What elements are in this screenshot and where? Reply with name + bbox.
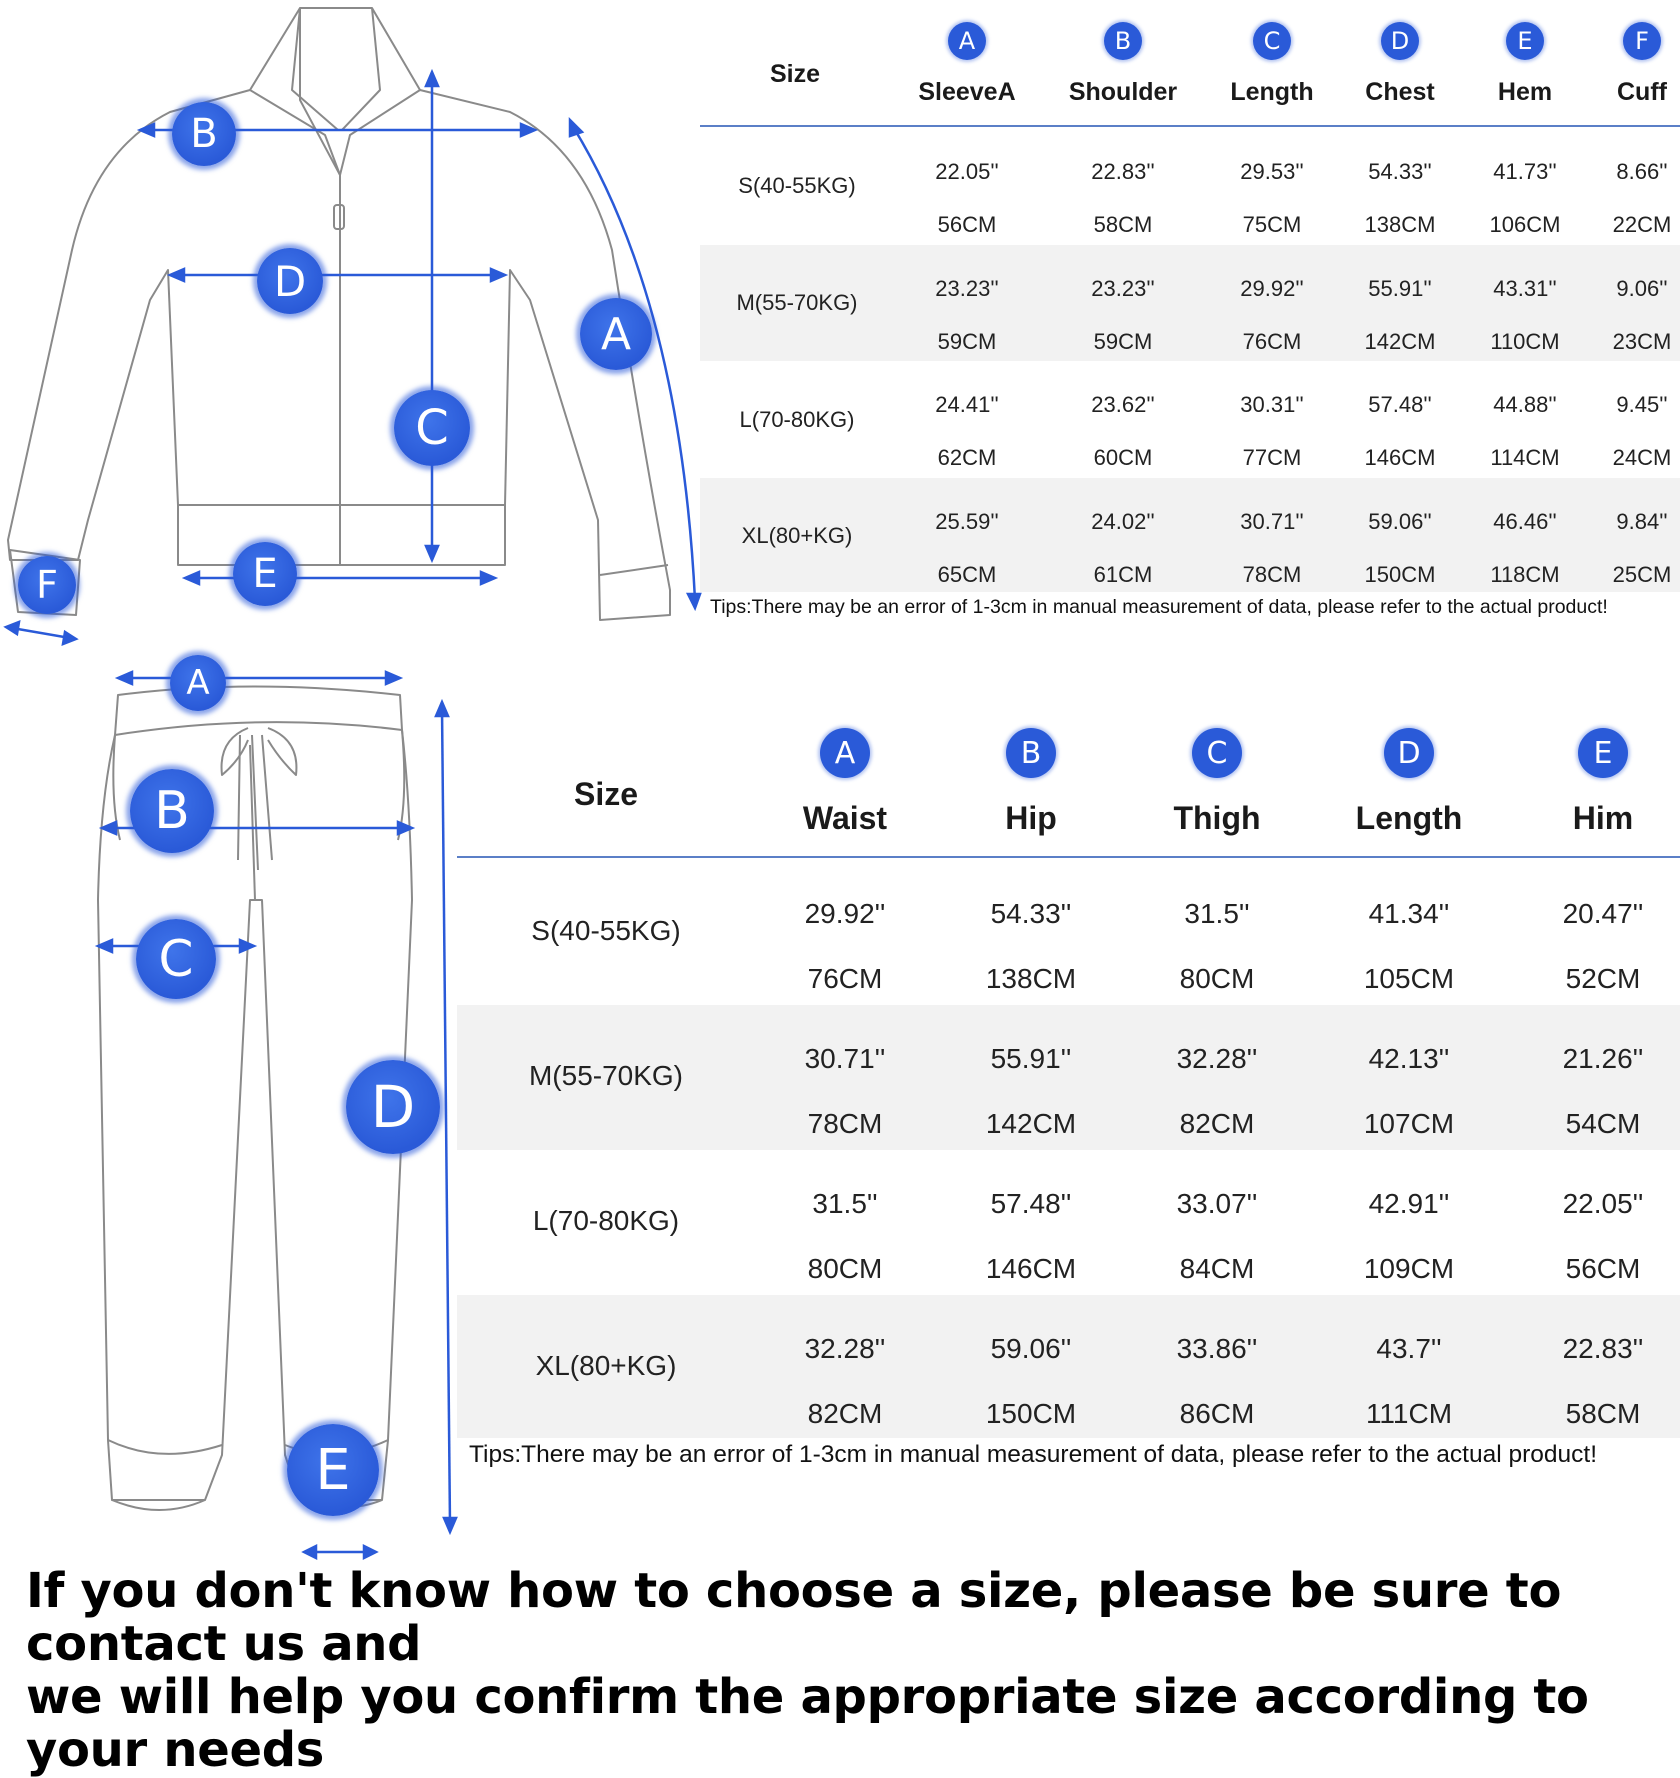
contact-notice [26,1565,1676,1777]
pants-col-waist: Waist [802,800,888,836]
pants-col-e-badge: E [1578,728,1628,778]
jacket-marker-c: C [394,390,470,466]
pants-s-waist-in: 29.92'' [804,898,886,929]
pants-header-rule [457,856,1680,858]
jacket-m-shoulder-cm: 59CM [1093,329,1153,354]
jacket-row-xl-size: XL(80+KG) [741,523,853,548]
jacket-s-cuff-in: 8.66'' [1616,159,1668,184]
pants-xl-thigh-in: 33.86'' [1176,1333,1258,1364]
jacket-xl-hem-in: 46.46'' [1493,509,1557,534]
jacket-m-shoulder-in: 23.23'' [1091,276,1155,301]
jacket-col-length: Length [1230,78,1314,106]
jacket-m-cuff-cm: 23CM [1612,329,1672,354]
jacket-xl-chest-cm: 150CM [1364,562,1436,587]
pants-xl-length-cm: 111CM [1365,1398,1453,1429]
pants-xl-length-in: 43.7'' [1376,1333,1442,1364]
pants-l-length-cm: 109CM [1363,1253,1455,1284]
jacket-col-shoulder: Shoulder [1068,78,1178,106]
pants-tips: Tips:There may be an error of 1-3cm in manual measurement of data, please refer to the actual product! [469,1441,1598,1468]
jacket-col-hem: Hem [1497,78,1553,106]
jacket-l-hem-cm: 114CM [1490,445,1560,470]
jacket-l-sleeve-in: 24.41'' [935,392,999,417]
pants-l-length-in: 42.91'' [1368,1188,1450,1219]
jacket-s-hem-in: 41.73'' [1493,159,1557,184]
jacket-xl-length-cm: 78CM [1242,562,1302,587]
jacket-s-chest-cm: 138CM [1364,212,1436,237]
pants-xl-waist-in: 32.28'' [804,1333,886,1364]
pants-m-hip-cm: 142CM [985,1108,1077,1139]
pants-xl-him-cm: 58CM [1565,1398,1641,1429]
jacket-marker-a: A [580,298,652,370]
jacket-l-chest-in: 57.48'' [1368,392,1432,417]
jacket-marker-f: F [18,556,76,614]
jacket-xl-sleeve-cm: 65CM [937,562,997,587]
jacket-col-sleeve: SleeveA [918,78,1016,106]
pants-col-thigh: Thigh [1173,800,1261,836]
jacket-s-shoulder-cm: 58CM [1093,212,1153,237]
pants-l-hip-in: 57.48'' [990,1188,1072,1219]
jacket-m-sleeve-cm: 59CM [937,329,997,354]
contact-notice-line-2: we will help you confirm the appropriate size according to your needs [26,1669,1589,1778]
pants-xl-hip-cm: 150CM [985,1398,1077,1429]
pants-col-c-badge: C [1192,728,1242,778]
pants-m-him-cm: 54CM [1565,1108,1641,1139]
jacket-l-length-cm: 77CM [1242,445,1302,470]
jacket-xl-shoulder-cm: 61CM [1093,562,1153,587]
jacket-m-sleeve-in: 23.23'' [935,276,999,301]
jacket-col-e-badge: E [1506,22,1544,60]
jacket-s-sleeve-cm: 56CM [937,212,997,237]
jacket-m-hem-cm: 110CM [1490,329,1560,354]
jacket-s-shoulder-in: 22.83'' [1091,159,1155,184]
pants-l-thigh-cm: 84CM [1179,1253,1255,1284]
jacket-l-cuff-cm: 24CM [1612,445,1672,470]
pants-size-table [0,640,1680,1560]
pants-l-thigh-in: 33.07'' [1176,1188,1258,1219]
jacket-s-hem-cm: 106CM [1489,212,1561,237]
jacket-row-l-size: L(70-80KG) [739,407,855,432]
pants-s-thigh-in: 31.5'' [1184,898,1250,929]
jacket-xl-shoulder-in: 24.02'' [1091,509,1155,534]
jacket-marker-d: D [257,248,323,314]
jacket-s-length-cm: 75CM [1242,212,1302,237]
pants-row-m-size: M(55-70KG) [528,1060,684,1091]
pants-col-a-badge: A [820,728,870,778]
pants-s-length-in: 41.34'' [1368,898,1450,929]
pants-xl-thigh-cm: 86CM [1179,1398,1255,1429]
jacket-l-shoulder-cm: 60CM [1093,445,1153,470]
jacket-m-chest-cm: 142CM [1364,329,1436,354]
jacket-marker-b: B [172,102,236,166]
pants-m-hip-in: 55.91'' [990,1043,1072,1074]
pants-s-hip-cm: 138CM [985,963,1077,994]
pants-l-waist-in: 31.5'' [812,1188,878,1219]
pants-m-thigh-cm: 82CM [1179,1108,1255,1139]
pants-marker-c: C [136,919,216,999]
jacket-l-shoulder-in: 23.62'' [1091,392,1155,417]
pants-row-s-size: S(40-55KG) [531,915,681,946]
jacket-xl-chest-in: 59.06'' [1368,509,1432,534]
jacket-s-chest-in: 54.33'' [1368,159,1432,184]
pants-m-waist-in: 30.71'' [804,1043,886,1074]
pants-xl-waist-cm: 82CM [807,1398,883,1429]
jacket-xl-cuff-cm: 25CM [1612,562,1672,587]
pants-col-hip: Hip [1005,800,1057,836]
pants-s-hip-in: 54.33'' [990,898,1072,929]
pants-s-him-cm: 52CM [1565,963,1641,994]
jacket-marker-e: E [233,542,297,606]
jacket-col-c-badge: C [1253,22,1291,60]
jacket-header-rule [700,125,1680,127]
jacket-col-f-badge: F [1623,22,1661,60]
jacket-m-hem-in: 43.31'' [1493,276,1557,301]
pants-m-thigh-in: 32.28'' [1176,1043,1258,1074]
pants-xl-hip-in: 59.06'' [990,1333,1072,1364]
jacket-col-d-badge: D [1381,22,1419,60]
jacket-col-chest: Chest [1365,78,1435,106]
jacket-m-chest-in: 55.91'' [1368,276,1432,301]
pants-s-thigh-cm: 80CM [1179,963,1255,994]
pants-m-waist-cm: 78CM [807,1108,883,1139]
pants-m-length-in: 42.13'' [1368,1043,1450,1074]
pants-col-length: Length [1355,800,1463,836]
pants-marker-b: B [130,769,214,853]
jacket-l-hem-in: 44.88'' [1493,392,1557,417]
pants-xl-him-in: 22.83'' [1562,1333,1644,1364]
jacket-row-m-size: M(55-70KG) [736,290,858,315]
jacket-m-length-cm: 76CM [1242,329,1302,354]
pants-s-length-cm: 105CM [1363,963,1455,994]
pants-m-him-in: 21.26'' [1562,1043,1644,1074]
jacket-s-length-in: 29.53'' [1240,159,1304,184]
jacket-xl-length-in: 30.71'' [1240,509,1304,534]
pants-l-hip-cm: 146CM [985,1253,1077,1284]
pants-l-him-in: 22.05'' [1562,1188,1644,1219]
jacket-col-b-badge: B [1104,22,1142,60]
pants-col-d-badge: D [1384,728,1434,778]
jacket-xl-cuff-in: 9.84'' [1616,509,1668,534]
jacket-size-table [0,0,1680,640]
jacket-xl-sleeve-in: 25.59'' [935,509,999,534]
jacket-row-s-size: S(40-55KG) [738,173,856,198]
jacket-size-header: Size [769,60,821,88]
pants-l-waist-cm: 80CM [807,1253,883,1284]
jacket-l-sleeve-cm: 62CM [937,445,997,470]
pants-marker-a: A [170,655,226,711]
pants-row-xl-size: XL(80+KG) [535,1350,677,1381]
jacket-tips: Tips:There may be an error of 1-3cm in manual measurement of data, please refer to the actual product! [710,596,1608,618]
jacket-s-sleeve-in: 22.05'' [935,159,999,184]
pants-marker-d: D [346,1060,440,1154]
jacket-s-cuff-cm: 22CM [1612,212,1672,237]
jacket-col-cuff: Cuff [1617,78,1667,106]
jacket-l-chest-cm: 146CM [1364,445,1436,470]
pants-s-him-in: 20.47'' [1562,898,1644,929]
pants-size-header: Size [573,776,639,812]
jacket-xl-hem-cm: 118CM [1490,562,1560,587]
pants-marker-e: E [287,1424,379,1516]
jacket-l-cuff-in: 9.45'' [1616,392,1668,417]
pants-m-length-cm: 107CM [1363,1108,1455,1139]
jacket-col-a-badge: A [948,22,986,60]
jacket-l-length-in: 30.31'' [1240,392,1304,417]
pants-l-him-cm: 56CM [1565,1253,1641,1284]
jacket-m-cuff-in: 9.06'' [1616,276,1668,301]
jacket-m-length-in: 29.92'' [1240,276,1304,301]
pants-row-l-size: L(70-80KG) [532,1205,680,1236]
contact-notice-line-1: If you don't know how to choose a size, please be sure to contact us and [26,1563,1562,1672]
pants-col-b-badge: B [1006,728,1056,778]
pants-col-him: Him [1572,800,1634,836]
pants-s-waist-cm: 76CM [807,963,883,994]
